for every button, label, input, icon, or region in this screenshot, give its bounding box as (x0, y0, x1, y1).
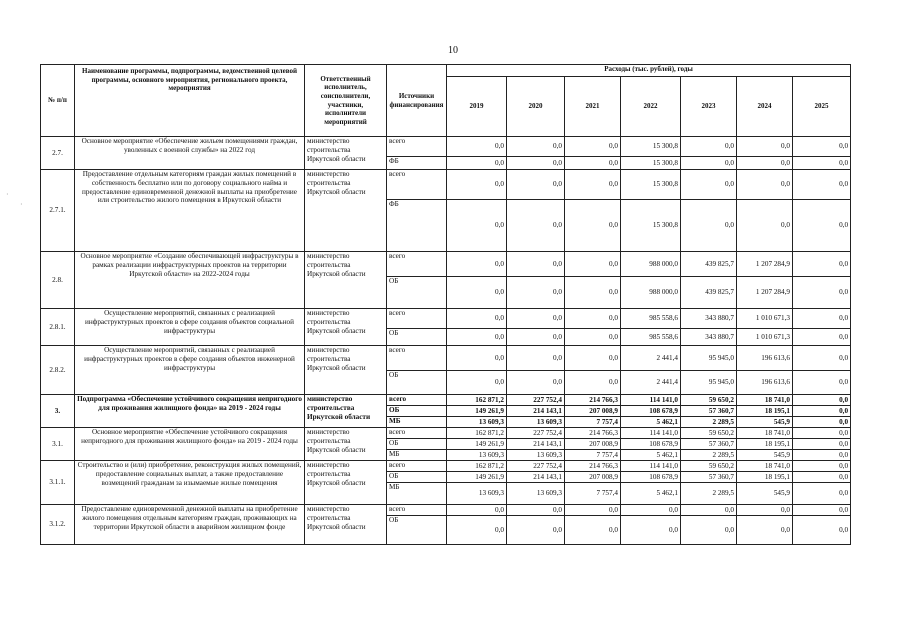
executor: министерство строительства Иркутской области (305, 137, 387, 170)
expense-value: 5 462,1 (621, 483, 681, 505)
expense-value: 149 261,9 (447, 439, 507, 450)
expense-value: 545,9 (737, 417, 793, 428)
expense-value: 214 143,1 (507, 472, 565, 483)
expense-value: 0,0 (793, 505, 851, 516)
expense-value: 7 757,4 (565, 483, 621, 505)
expense-value: 0,0 (507, 371, 565, 395)
expense-value: 0,0 (507, 252, 565, 277)
expense-value: 985 558,6 (621, 309, 681, 329)
expense-value: 439 825,7 (681, 252, 737, 277)
expense-value: 214 766,3 (565, 461, 621, 472)
expense-value: 59 650,2 (681, 461, 737, 472)
expense-value: 15 300,8 (621, 200, 681, 252)
header-year: 2021 (565, 77, 621, 137)
expense-value: 0,0 (507, 157, 565, 170)
expense-value: 207 008,9 (565, 439, 621, 450)
scan-artifact: · (20, 200, 23, 209)
expense-value: 0,0 (565, 309, 621, 329)
expense-value: 1 207 284,9 (737, 252, 793, 277)
executor: министерство строительства Иркутской области (305, 461, 387, 505)
activity-name: Предоставление отдельным категориям граждан жилых помещений в собственность бесплатно или по договору социального найма и предоставление единовременной денежной выплаты на приобретение или строительство жилого помещения в Иркутской области (75, 170, 305, 252)
table-body (41, 137, 851, 545)
activity-name: Подпрограмма «Обеспечение устойчивого сокращения непригодного для проживания жилищного фонда» на 2019 - 2024 годы (75, 395, 305, 428)
expense-value: 18 195,1 (737, 439, 793, 450)
expense-value: 0,0 (565, 252, 621, 277)
expense-value: 0,0 (447, 277, 507, 309)
expense-value: 0,0 (737, 505, 793, 516)
table-row (41, 461, 851, 472)
funding-source: всего (387, 505, 447, 516)
expense-value: 207 008,9 (565, 472, 621, 483)
row-number: 2.8. (41, 252, 75, 309)
row-number: 3.1.1. (41, 461, 75, 505)
expense-value: 0,0 (447, 309, 507, 329)
expense-value: 2 289,5 (681, 450, 737, 461)
expense-value: 0,0 (565, 329, 621, 346)
expense-value: 57 360,7 (681, 439, 737, 450)
expense-value: 0,0 (507, 309, 565, 329)
row-number: 3.1. (41, 428, 75, 461)
expense-value: 15 300,8 (621, 170, 681, 200)
expense-value: 0,0 (793, 277, 851, 309)
expense-value: 13 609,3 (507, 450, 565, 461)
expense-value: 15 300,8 (621, 157, 681, 170)
table-row (41, 309, 851, 329)
table-row (41, 505, 851, 516)
row-number: 2.7. (41, 137, 75, 170)
expense-value: 0,0 (621, 505, 681, 516)
executor: министерство строительства Иркутской области (305, 395, 387, 428)
expense-value: 0,0 (793, 439, 851, 450)
expense-value: 0,0 (447, 329, 507, 346)
expense-value: 0,0 (793, 157, 851, 170)
header-year: 2019 (447, 77, 507, 137)
expense-value: 13 609,3 (507, 417, 565, 428)
expense-value: 162 871,2 (447, 395, 507, 406)
expense-value: 0,0 (507, 277, 565, 309)
expense-value: 0,0 (793, 461, 851, 472)
expense-value: 7 757,4 (565, 417, 621, 428)
funding-source: всего (387, 309, 447, 329)
row-number: 2.8.1. (41, 309, 75, 346)
header-name: Наименование программы, подпрограммы, ведомственной целевой программы, основного мероприятия, регионального проекта, мероприятия (75, 65, 305, 137)
expense-value: 214 766,3 (565, 395, 621, 406)
header-year: 2024 (737, 77, 793, 137)
expense-value: 0,0 (447, 200, 507, 252)
table-row (41, 346, 851, 371)
activity-name: Основное мероприятие «Обеспечение жильем помещениями граждан, уволенных с военной службы» на 2022 год (75, 137, 305, 170)
header-expenses: Расходы (тыс. рублей), годы (447, 65, 851, 77)
table-row (41, 137, 851, 157)
expense-value: 0,0 (793, 137, 851, 157)
expense-value: 0,0 (447, 170, 507, 200)
executor: министерство строительства Иркутской области (305, 309, 387, 346)
expense-value: 114 141,0 (621, 428, 681, 439)
expense-value: 18 195,1 (737, 472, 793, 483)
expense-value: 0,0 (793, 472, 851, 483)
header-year: 2022 (621, 77, 681, 137)
expense-value: 18 195,1 (737, 406, 793, 417)
expense-value: 0,0 (447, 346, 507, 371)
expense-value: 985 558,6 (621, 329, 681, 346)
expense-value: 0,0 (737, 200, 793, 252)
executor: министерство строительства Иркутской области (305, 252, 387, 309)
expense-value: 343 880,7 (681, 329, 737, 346)
expense-value: 227 752,4 (507, 395, 565, 406)
expense-value: 0,0 (793, 483, 851, 505)
expense-value: 0,0 (565, 137, 621, 157)
table-row (41, 428, 851, 439)
expense-value: 13 609,3 (447, 483, 507, 505)
expense-value: 149 261,9 (447, 406, 507, 417)
expense-value: 0,0 (565, 277, 621, 309)
expense-value: 162 871,2 (447, 461, 507, 472)
expense-value: 15 300,8 (621, 137, 681, 157)
expense-value: 0,0 (681, 200, 737, 252)
expense-value: 214 143,1 (507, 406, 565, 417)
expense-value: 0,0 (565, 371, 621, 395)
funding-source: всего (387, 395, 447, 406)
expense-value: 13 609,3 (447, 450, 507, 461)
funding-source: всего (387, 252, 447, 277)
executor: министерство строительства Иркутской области (305, 505, 387, 545)
expense-value: 114 141,0 (621, 461, 681, 472)
expense-value: 0,0 (681, 170, 737, 200)
expense-value: 0,0 (793, 428, 851, 439)
expense-value: 5 462,1 (621, 417, 681, 428)
expense-value: 114 141,0 (621, 395, 681, 406)
expense-value: 0,0 (447, 371, 507, 395)
executor: министерство строительства Иркутской области (305, 170, 387, 252)
expense-value: 2 441,4 (621, 346, 681, 371)
header-source: Источники финансирования (387, 65, 447, 137)
funding-source: всего (387, 170, 447, 200)
expense-value: 1 010 671,3 (737, 329, 793, 346)
expense-value: 196 613,6 (737, 371, 793, 395)
header-year: 2020 (507, 77, 565, 137)
expense-value: 0,0 (565, 200, 621, 252)
expense-value: 0,0 (447, 157, 507, 170)
row-number: 2.8.2. (41, 346, 75, 395)
expense-value: 0,0 (793, 406, 851, 417)
expense-value: 0,0 (793, 516, 851, 545)
expense-value: 1 010 671,3 (737, 309, 793, 329)
expense-value: 162 871,2 (447, 428, 507, 439)
expense-value: 18 741,0 (737, 428, 793, 439)
expense-value: 214 143,1 (507, 439, 565, 450)
scan-artifact: · (6, 190, 9, 199)
expense-value: 0,0 (793, 329, 851, 346)
row-number: 3.1.2. (41, 505, 75, 545)
expense-value: 0,0 (447, 137, 507, 157)
expense-value: 18 741,0 (737, 461, 793, 472)
expense-value: 108 678,9 (621, 406, 681, 417)
header-executor: Ответственный исполнитель, соисполнители, участники, исполнители мероприятий (305, 65, 387, 137)
expense-value: 108 678,9 (621, 472, 681, 483)
expense-value: 0,0 (793, 309, 851, 329)
expense-value: 0,0 (565, 157, 621, 170)
funding-source: МБ (387, 450, 447, 461)
table-row (41, 252, 851, 277)
expense-value: 988 000,0 (621, 252, 681, 277)
expense-value: 545,9 (737, 450, 793, 461)
expense-value: 0,0 (507, 329, 565, 346)
expense-value: 5 462,1 (621, 450, 681, 461)
expense-value: 0,0 (447, 505, 507, 516)
expense-value: 545,9 (737, 483, 793, 505)
funding-source: ОБ (387, 277, 447, 309)
expense-value: 207 008,9 (565, 406, 621, 417)
activity-name: Строительство и (или) приобретение, реконструкция жилых помещений, предоставление социальных выплат, а также предоставление возмещений гражданам за изымаемые жилые помещения (75, 461, 305, 505)
expense-value: 0,0 (793, 395, 851, 406)
expense-value: 0,0 (621, 516, 681, 545)
expense-value: 0,0 (681, 505, 737, 516)
activity-name: Основное мероприятие «Обеспечение устойчивого сокращения непригодного для проживания жилищного фонда» на 2019 - 2024 годы (75, 428, 305, 461)
expense-value: 0,0 (793, 346, 851, 371)
expense-value: 0,0 (507, 200, 565, 252)
expense-value: 0,0 (793, 417, 851, 428)
expense-value: 57 360,7 (681, 472, 737, 483)
expense-value: 0,0 (507, 170, 565, 200)
expense-value: 0,0 (507, 137, 565, 157)
expense-value: 0,0 (507, 346, 565, 371)
expense-value: 7 757,4 (565, 450, 621, 461)
funding-source: МБ (387, 483, 447, 505)
expense-value: 0,0 (737, 137, 793, 157)
expense-value: 227 752,4 (507, 428, 565, 439)
table-row (41, 170, 851, 200)
expense-value: 95 945,0 (681, 346, 737, 371)
expense-value: 0,0 (681, 137, 737, 157)
expense-value: 18 741,0 (737, 395, 793, 406)
expense-value: 2 441,4 (621, 371, 681, 395)
expense-value: 0,0 (737, 170, 793, 200)
expense-value: 95 945,0 (681, 371, 737, 395)
expense-value: 59 650,2 (681, 428, 737, 439)
funding-source: ФБ (387, 157, 447, 170)
expense-value: 0,0 (565, 505, 621, 516)
activity-name: Основное мероприятие «Создание обеспечивающей инфраструктуры в рамках реализации инфраструктурных проектов на территории Иркутской области» на 2022-2024 годы (75, 252, 305, 309)
expense-value: 0,0 (565, 170, 621, 200)
row-number: 2.7.1. (41, 170, 75, 252)
header-year: 2023 (681, 77, 737, 137)
funding-source: всего (387, 428, 447, 439)
funding-source: ФБ (387, 200, 447, 252)
expense-value: 214 766,3 (565, 428, 621, 439)
expense-value: 0,0 (565, 346, 621, 371)
expense-value: 0,0 (447, 252, 507, 277)
funding-source: ОБ (387, 371, 447, 395)
expense-value: 0,0 (793, 371, 851, 395)
funding-source: ОБ (387, 472, 447, 483)
expense-value: 0,0 (447, 516, 507, 545)
activity-name: Осуществление мероприятий, связанных с реализацией инфраструктурных проектов в сфере создания объектов социальной инфраструктуры (75, 309, 305, 346)
header-year: 2025 (793, 77, 851, 137)
budget-table (40, 64, 851, 545)
header-number: № п/п (41, 65, 75, 137)
expense-value: 227 752,4 (507, 461, 565, 472)
expense-value: 196 613,6 (737, 346, 793, 371)
expense-value: 108 678,9 (621, 439, 681, 450)
expense-value: 2 289,5 (681, 483, 737, 505)
expense-value: 0,0 (681, 516, 737, 545)
funding-source: ОБ (387, 439, 447, 450)
funding-source: ОБ (387, 329, 447, 346)
funding-source: всего (387, 461, 447, 472)
executor: министерство строительства Иркутской области (305, 428, 387, 461)
expense-value: 343 880,7 (681, 309, 737, 329)
activity-name: Предоставление единовременной денежной выплаты на приобретение жилого помещения отдельным категориям граждан, проживающих на территории Иркутской области в аварийном жилищном фонде (75, 505, 305, 545)
expense-value: 13 609,3 (507, 483, 565, 505)
executor: министерство строительства Иркутской области (305, 346, 387, 395)
funding-source: ОБ (387, 516, 447, 545)
expense-value: 0,0 (793, 252, 851, 277)
expense-value: 57 360,7 (681, 406, 737, 417)
expense-value: 0,0 (793, 170, 851, 200)
expense-value: 59 650,2 (681, 395, 737, 406)
page-number: 10 (448, 45, 458, 56)
expense-value: 1 207 284,9 (737, 277, 793, 309)
expense-value: 0,0 (793, 200, 851, 252)
funding-source: МБ (387, 417, 447, 428)
expense-value: 0,0 (681, 157, 737, 170)
funding-source: ОБ (387, 406, 447, 417)
funding-source: всего (387, 346, 447, 371)
expense-value: 0,0 (565, 516, 621, 545)
expense-value: 13 609,3 (447, 417, 507, 428)
table-row (41, 395, 851, 406)
expense-value: 0,0 (737, 516, 793, 545)
expense-value: 439 825,7 (681, 277, 737, 309)
expense-value: 988 000,0 (621, 277, 681, 309)
expense-value: 0,0 (737, 157, 793, 170)
expense-value: 0,0 (507, 516, 565, 545)
funding-source: всего (387, 137, 447, 157)
row-number: 3. (41, 395, 75, 428)
expense-value: 0,0 (793, 450, 851, 461)
activity-name: Осуществление мероприятий, связанных с реализацией инфраструктурных проектов в сфере создания объектов инженерной инфраструктуры (75, 346, 305, 395)
expense-value: 2 289,5 (681, 417, 737, 428)
expense-value: 0,0 (507, 505, 565, 516)
expense-value: 149 261,9 (447, 472, 507, 483)
